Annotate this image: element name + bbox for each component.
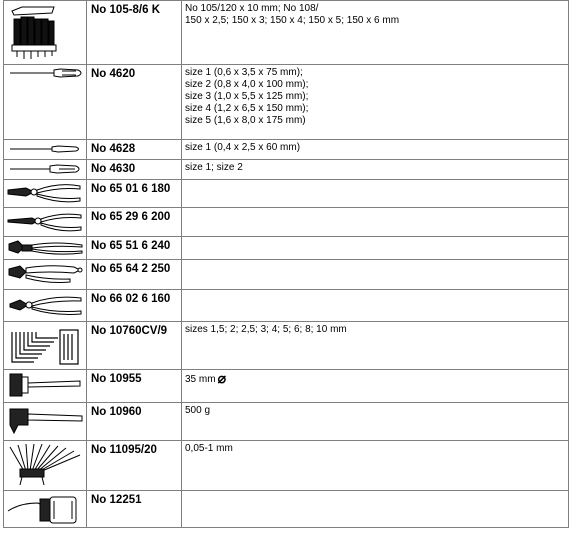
part-number: No 105-8/6 K xyxy=(87,1,182,65)
table-row xyxy=(4,180,569,208)
part-number: No 12251 xyxy=(87,491,182,528)
part-description xyxy=(182,290,569,322)
feeler-gauge-icon xyxy=(4,441,86,490)
part-number: No 4620 xyxy=(87,65,182,140)
table-row xyxy=(4,260,569,290)
table-row xyxy=(4,1,569,65)
part-description xyxy=(182,260,569,290)
part-description: 500 g xyxy=(182,403,569,441)
table-row xyxy=(4,370,569,403)
screwdriver-icon xyxy=(4,65,86,139)
table-row xyxy=(4,290,569,322)
water-pump-pliers-icon xyxy=(4,237,86,259)
locking-pliers-icon xyxy=(4,260,86,289)
phillips-screwdriver-icon xyxy=(4,160,86,179)
thin-screwdriver-icon xyxy=(4,140,86,159)
table-row xyxy=(4,65,569,140)
part-description: No 105/120 x 10 mm; No 108/ 150 x 2,5; 150 x 3; 150 x 4; 150 x 5; 150 x 6 mm xyxy=(182,1,569,65)
diameter-symbol-icon: ⌀ xyxy=(217,370,226,386)
part-number: No 65 29 6 200 xyxy=(87,208,182,237)
table-row xyxy=(4,491,569,528)
part-number: No 65 51 6 240 xyxy=(87,237,182,260)
part-description xyxy=(182,208,569,237)
part-description xyxy=(182,237,569,260)
tool-catalog-table xyxy=(3,0,569,528)
part-description: size 1; size 2 xyxy=(182,160,569,180)
combination-pliers-icon xyxy=(4,180,86,207)
table-row xyxy=(4,160,569,180)
table-row xyxy=(4,140,569,160)
long-nose-pliers-icon xyxy=(4,208,86,236)
part-description: size 1 (0,6 x 3,5 x 75 mm); size 2 (0,8 x 4,0 x 100 mm); size 3 (1,0 x 5,5 x 125 mm); size 4 (1,2 x 6,5 x 150 mm); size 5 (1,6 x 8,0 x 175 mm) xyxy=(182,65,569,140)
part-number: No 10955 xyxy=(87,370,182,403)
part-number: No 66 02 6 160 xyxy=(87,290,182,322)
part-number: No 10760CV/9 xyxy=(87,322,182,370)
part-number: No 65 64 2 250 xyxy=(87,260,182,290)
part-description xyxy=(182,180,569,208)
table-row xyxy=(4,322,569,370)
part-number: No 65 01 6 180 xyxy=(87,180,182,208)
screwdriver-set-icon xyxy=(4,1,86,64)
part-number: No 4630 xyxy=(87,160,182,180)
part-number: No 10960 xyxy=(87,403,182,441)
oil-can-icon xyxy=(4,491,86,527)
hex-key-set-icon xyxy=(4,322,86,369)
part-number: No 4628 xyxy=(87,140,182,160)
part-description xyxy=(182,491,569,528)
mallet-icon xyxy=(4,370,86,402)
part-number: No 11095/20 xyxy=(87,441,182,491)
part-description: sizes 1,5; 2; 2,5; 3; 4; 5; 6; 8; 10 mm xyxy=(182,322,569,370)
part-description: size 1 (0,4 x 2,5 x 60 mm) xyxy=(182,140,569,160)
table-row xyxy=(4,441,569,491)
table-row xyxy=(4,208,569,237)
part-description: 35 mm ⌀ xyxy=(182,370,569,403)
hammer-icon xyxy=(4,403,86,440)
side-cutter-icon xyxy=(4,290,86,321)
table-row xyxy=(4,403,569,441)
table-row xyxy=(4,237,569,260)
part-description: 0,05-1 mm xyxy=(182,441,569,491)
